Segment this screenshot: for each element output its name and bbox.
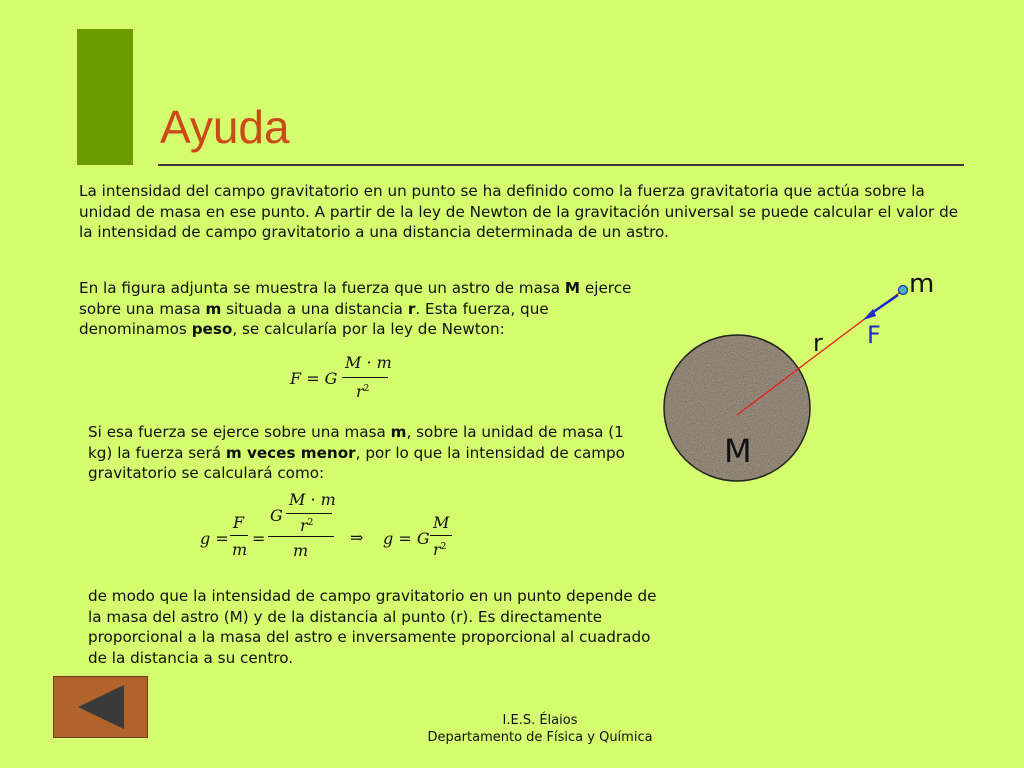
back-button[interactable] <box>53 676 148 738</box>
text-segment: , se calcularía por la ley de Newton: <box>232 320 505 339</box>
bold-term: r <box>407 299 416 318</box>
left-triangle-icon <box>54 677 147 737</box>
label-planet-mass: M <box>724 432 752 470</box>
fraction-numerator: F <box>233 513 245 532</box>
text-segment: . Esta fuerza, que denominamos <box>79 299 549 339</box>
small-mass <box>899 286 908 295</box>
title-divider <box>158 164 964 166</box>
bold-term: M <box>564 279 581 297</box>
gravity-diagram <box>660 268 960 488</box>
fraction-line <box>286 513 332 514</box>
intro-paragraph: La intensidad del campo gravitatorio en un punto se ha definido como la fuerza gravitatoria que actúa sobre la unidad de masa en ese punto. A partir de la ley de Newton de la gravitación universal se puede calcular el valor de la intensidad de campo gravitatorio a una distancia determinada de un astro. <box>79 182 959 242</box>
main-fraction-line <box>268 536 334 537</box>
newton-force-equation <box>290 352 400 404</box>
conclusion-paragraph: de modo que la intensidad de campo gravitatorio en un punto depende de la masa del astro (M) y de la distancia al punto (r). Es directamente proporcional a la masa del astro e inversamente proporcional al cuadrado de la distancia a su centro. <box>88 587 657 667</box>
fraction-line <box>230 535 248 536</box>
equals-sign: = <box>252 529 266 548</box>
field-intensity-equation <box>200 490 470 562</box>
fraction-denominator: $r^2$ <box>433 540 447 559</box>
text-segment: Si esa fuerza se ejerce sobre una masa <box>88 423 391 441</box>
school-name: I.E.S. Élaios <box>502 713 578 728</box>
label-force: F <box>867 321 881 349</box>
fraction-numerator: M · m <box>345 353 392 372</box>
fraction-denominator: $r^2$ <box>356 382 370 401</box>
department-name: Departamento de Física y Química <box>427 730 653 745</box>
diagram-graphic <box>660 268 960 488</box>
result-lhs: g = G <box>383 529 430 548</box>
page-title: Ayuda <box>160 101 290 153</box>
inner-denominator: $r^2$ <box>300 516 314 535</box>
text-segment: ejerce sobre una masa <box>79 279 632 318</box>
accent-bar <box>77 29 133 165</box>
inner-numerator: M · m <box>289 490 336 509</box>
footer <box>340 712 740 746</box>
equation-lhs: F = G <box>290 369 338 388</box>
text-segment: En la figura adjunta se muestra la fuerza que un astro de masa <box>79 279 565 297</box>
text-segment: , sobre la unidad de masa (1 kg) la fuerza será <box>88 423 624 462</box>
text-segment: situada a una distancia <box>221 299 408 318</box>
bold-term: m <box>390 423 407 441</box>
fraction-denominator: m <box>232 540 248 559</box>
figure-description-paragraph <box>79 278 659 340</box>
bold-term: m veces menor <box>225 443 356 462</box>
fraction-line <box>342 377 388 378</box>
bold-term: m <box>205 299 222 318</box>
fraction-denominator: m <box>293 541 309 560</box>
gravitational-constant: G <box>270 506 283 525</box>
fraction-line <box>430 535 452 536</box>
label-small-mass: m <box>909 269 935 299</box>
bold-term: peso <box>191 320 233 339</box>
equation-lhs: g = <box>200 529 229 548</box>
implies-arrow: ⇒ <box>350 528 364 547</box>
text-segment: , por lo que la intensidad de campo gravitatorio se calculará como: <box>88 443 625 483</box>
fraction-numerator: M <box>433 513 450 532</box>
unit-mass-paragraph <box>88 422 648 484</box>
label-distance: r <box>813 329 823 357</box>
